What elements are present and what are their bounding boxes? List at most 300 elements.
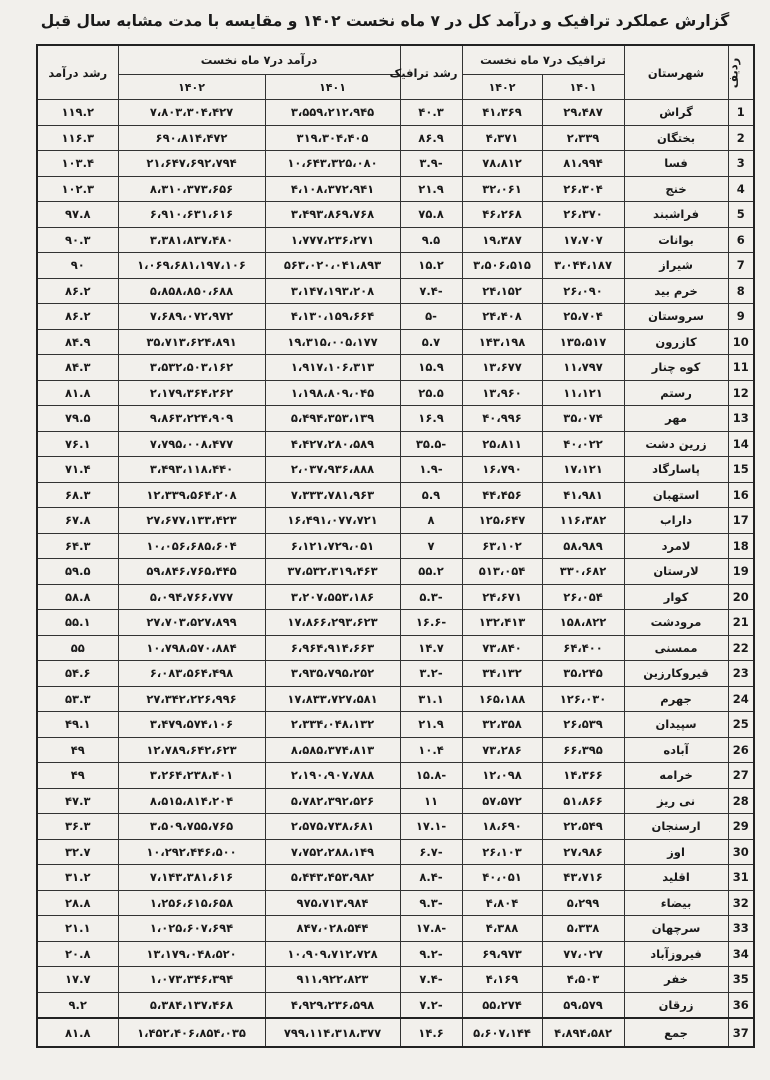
table-row bbox=[37, 661, 754, 687]
table-row bbox=[37, 890, 754, 916]
traffic-1402: ۴۴،۴۵۶ bbox=[462, 482, 542, 508]
revenue-growth: ۵۳.۳ bbox=[37, 686, 118, 712]
revenue-1402: ۲،۱۷۹،۳۶۴،۲۶۲ bbox=[118, 380, 265, 406]
revenue-1401: ۴،۹۲۹،۲۳۶،۵۹۸ bbox=[265, 992, 400, 1018]
traffic-1402: ۷۸،۸۱۲ bbox=[462, 151, 542, 177]
table-row bbox=[37, 482, 754, 508]
traffic-growth: -۳۵.۵ bbox=[400, 431, 462, 457]
traffic-1402: ۶۳،۱۰۲ bbox=[462, 533, 542, 559]
city-name: بیضاء bbox=[624, 890, 728, 916]
table-row bbox=[37, 176, 754, 202]
revenue-1401: ۳،۱۴۷،۱۹۳،۲۰۸ bbox=[265, 278, 400, 304]
revenue-1401: ۳،۹۳۵،۷۹۵،۲۵۲ bbox=[265, 661, 400, 687]
traffic-1401: ۲۹،۴۸۷ bbox=[542, 100, 624, 126]
row-index: 2 bbox=[728, 125, 754, 151]
row-index: 27 bbox=[728, 763, 754, 789]
revenue-1402: ۲۱،۶۴۷،۶۹۲،۷۹۴ bbox=[118, 151, 265, 177]
traffic-growth: -۱۶.۶ bbox=[400, 610, 462, 636]
row-index: 3 bbox=[728, 151, 754, 177]
revenue-1401: ۳۷،۵۳۲،۳۱۹،۴۶۳ bbox=[265, 559, 400, 585]
row-index: 32 bbox=[728, 890, 754, 916]
revenue-1402: ۳،۴۹۳،۱۱۸،۴۴۰ bbox=[118, 457, 265, 483]
revenue-growth: ۹.۲ bbox=[37, 992, 118, 1018]
table-row bbox=[37, 839, 754, 865]
revenue-growth: ۸۴.۳ bbox=[37, 355, 118, 381]
row-index: 5 bbox=[728, 202, 754, 228]
revenue-1402: ۱،۲۵۶،۶۱۵،۶۵۸ bbox=[118, 890, 265, 916]
table-row bbox=[37, 865, 754, 891]
city-name: قیروکارزین bbox=[624, 661, 728, 687]
revenue-1401: ۲،۱۹۰،۹۰۷،۷۸۸ bbox=[265, 763, 400, 789]
revenue-growth: ۱۰۳.۴ bbox=[37, 151, 118, 177]
row-index: 31 bbox=[728, 865, 754, 891]
revenue-1402: ۱،۰۲۵،۶۰۷،۶۹۴ bbox=[118, 916, 265, 942]
revenue-growth: ۹۰.۳ bbox=[37, 227, 118, 253]
traffic-growth: -۷.۴ bbox=[400, 967, 462, 993]
city-name: بختگان bbox=[624, 125, 728, 151]
revenue-growth: ۷۶.۱ bbox=[37, 431, 118, 457]
city-name: شیراز bbox=[624, 253, 728, 279]
table-row bbox=[37, 304, 754, 330]
revenue-1401: ۷،۳۳۳،۷۸۱،۹۶۳ bbox=[265, 482, 400, 508]
traffic-1402: ۱۳،۹۶۰ bbox=[462, 380, 542, 406]
table-row bbox=[37, 355, 754, 381]
traffic-1401: ۱۱۶،۳۸۲ bbox=[542, 508, 624, 534]
city-name: لامرد bbox=[624, 533, 728, 559]
table-row bbox=[37, 533, 754, 559]
row-index: 4 bbox=[728, 176, 754, 202]
row-index: 9 bbox=[728, 304, 754, 330]
traffic-1401: ۱۱،۷۹۷ bbox=[542, 355, 624, 381]
city-name: زرین دشت bbox=[624, 431, 728, 457]
traffic-growth: -۵.۳ bbox=[400, 584, 462, 610]
revenue-growth: ۶۸.۳ bbox=[37, 482, 118, 508]
traffic-1401: ۴۱،۹۸۱ bbox=[542, 482, 624, 508]
table-row bbox=[37, 763, 754, 789]
header-revenue-1402: ۱۴۰۲ bbox=[118, 75, 265, 100]
traffic-1401: ۵۱،۸۶۶ bbox=[542, 788, 624, 814]
revenue-1401: ۱۶،۴۹۱،۰۷۷،۷۲۱ bbox=[265, 508, 400, 534]
traffic-growth: -۱۷.۸ bbox=[400, 916, 462, 942]
traffic-growth: -۶.۷ bbox=[400, 839, 462, 865]
traffic-growth: ۷ bbox=[400, 533, 462, 559]
city-name: جمع bbox=[624, 1018, 728, 1047]
revenue-1401: ۵۶۳،۰۲۰،۰۴۱،۸۹۳ bbox=[265, 253, 400, 279]
table-row bbox=[37, 941, 754, 967]
traffic-1402: ۱۲۵،۶۴۷ bbox=[462, 508, 542, 534]
revenue-1402: ۲۷،۳۴۲،۲۲۶،۹۹۶ bbox=[118, 686, 265, 712]
row-index: 24 bbox=[728, 686, 754, 712]
row-index: 33 bbox=[728, 916, 754, 942]
table-row bbox=[37, 992, 754, 1018]
row-index: 12 bbox=[728, 380, 754, 406]
traffic-growth: ۳۱.۱ bbox=[400, 686, 462, 712]
traffic-growth: ۱۴.۷ bbox=[400, 635, 462, 661]
traffic-growth: ۵.۷ bbox=[400, 329, 462, 355]
revenue-growth: ۵۵ bbox=[37, 635, 118, 661]
revenue-1401: ۱،۹۱۷،۱۰۶،۳۱۳ bbox=[265, 355, 400, 381]
row-index: 18 bbox=[728, 533, 754, 559]
revenue-1402: ۷،۸۰۳،۳۰۴،۴۲۷ bbox=[118, 100, 265, 126]
traffic-1402: ۲۴،۱۵۲ bbox=[462, 278, 542, 304]
table-row bbox=[37, 202, 754, 228]
revenue-1401: ۳۱۹،۳۰۴،۴۰۵ bbox=[265, 125, 400, 151]
traffic-growth: ۷۵.۸ bbox=[400, 202, 462, 228]
revenue-1401: ۲،۵۷۵،۷۳۸،۶۸۱ bbox=[265, 814, 400, 840]
city-name: مهر bbox=[624, 406, 728, 432]
table-row bbox=[37, 584, 754, 610]
table-row bbox=[37, 227, 754, 253]
traffic-1401: ۸۱،۹۹۴ bbox=[542, 151, 624, 177]
traffic-1401: ۱۵۸،۸۲۲ bbox=[542, 610, 624, 636]
revenue-growth: ۷۹.۵ bbox=[37, 406, 118, 432]
revenue-1401: ۴،۴۲۷،۲۸۰،۵۸۹ bbox=[265, 431, 400, 457]
revenue-growth: ۴۹ bbox=[37, 737, 118, 763]
traffic-growth: ۵.۹ bbox=[400, 482, 462, 508]
revenue-1402: ۱۰،۲۹۲،۴۴۶،۵۰۰ bbox=[118, 839, 265, 865]
traffic-1402: ۱۶۵،۱۸۸ bbox=[462, 686, 542, 712]
traffic-growth: ۱۵.۲ bbox=[400, 253, 462, 279]
total-row bbox=[37, 1018, 754, 1047]
traffic-1402: ۳۴،۱۳۲ bbox=[462, 661, 542, 687]
revenue-1401: ۹۱۱،۹۲۲،۸۲۳ bbox=[265, 967, 400, 993]
revenue-1402: ۷،۶۸۹،۰۷۲،۹۷۲ bbox=[118, 304, 265, 330]
traffic-growth: ۲۱.۹ bbox=[400, 712, 462, 738]
revenue-1401: ۱۷،۸۶۶،۲۹۳،۶۲۳ bbox=[265, 610, 400, 636]
table-row bbox=[37, 380, 754, 406]
traffic-1402: ۱۳۲،۴۱۳ bbox=[462, 610, 542, 636]
traffic-1401: ۲۶،۰۵۴ bbox=[542, 584, 624, 610]
city-name: خفر bbox=[624, 967, 728, 993]
revenue-1401: ۳،۲۰۷،۵۵۳،۱۸۶ bbox=[265, 584, 400, 610]
traffic-1402: ۱۹،۳۸۷ bbox=[462, 227, 542, 253]
row-index: 1 bbox=[728, 100, 754, 126]
city-name: استهبان bbox=[624, 482, 728, 508]
traffic-1402: ۳،۵۰۶،۵۱۵ bbox=[462, 253, 542, 279]
revenue-growth: ۳۲.۷ bbox=[37, 839, 118, 865]
city-name: بوانات bbox=[624, 227, 728, 253]
revenue-1401: ۴،۱۰۸،۳۷۲،۹۴۱ bbox=[265, 176, 400, 202]
revenue-1401: ۵،۷۸۲،۳۹۲،۵۲۶ bbox=[265, 788, 400, 814]
traffic-growth: ۱۰.۴ bbox=[400, 737, 462, 763]
traffic-growth: -۱۵.۸ bbox=[400, 763, 462, 789]
traffic-growth: -۹.۳ bbox=[400, 890, 462, 916]
revenue-growth: ۱۱۶.۳ bbox=[37, 125, 118, 151]
traffic-1402: ۷۳،۲۸۶ bbox=[462, 737, 542, 763]
traffic-growth: ۲۵.۵ bbox=[400, 380, 462, 406]
revenue-growth: ۳۶.۳ bbox=[37, 814, 118, 840]
city-name: اقلید bbox=[624, 865, 728, 891]
revenue-1401: ۴،۱۳۰،۱۵۹،۶۶۴ bbox=[265, 304, 400, 330]
traffic-1401: ۱۳۵،۵۱۷ bbox=[542, 329, 624, 355]
revenue-1402: ۵،۰۹۴،۷۶۶،۷۷۷ bbox=[118, 584, 265, 610]
traffic-1401: ۳۵،۰۷۴ bbox=[542, 406, 624, 432]
traffic-1402: ۵۷،۵۷۲ bbox=[462, 788, 542, 814]
traffic-1401: ۲۶،۳۷۰ bbox=[542, 202, 624, 228]
revenue-1402: ۶،۹۱۰،۶۳۱،۶۱۶ bbox=[118, 202, 265, 228]
revenue-growth: ۴۷.۳ bbox=[37, 788, 118, 814]
header-row-index: ردیف bbox=[728, 45, 754, 100]
traffic-1401: ۱۷،۱۲۱ bbox=[542, 457, 624, 483]
revenue-growth: ۱۷.۷ bbox=[37, 967, 118, 993]
traffic-1401: ۱۴،۳۶۶ bbox=[542, 763, 624, 789]
table-row bbox=[37, 406, 754, 432]
traffic-1401: ۳۵،۲۴۵ bbox=[542, 661, 624, 687]
table-row bbox=[37, 100, 754, 126]
traffic-growth: -۷.۴ bbox=[400, 278, 462, 304]
revenue-1401: ۲،۳۳۴،۰۴۸،۱۳۲ bbox=[265, 712, 400, 738]
revenue-growth: ۵۸.۸ bbox=[37, 584, 118, 610]
row-index: 10 bbox=[728, 329, 754, 355]
traffic-1401: ۵۹،۵۷۹ bbox=[542, 992, 624, 1018]
header-traffic-1402: ۱۴۰۲ bbox=[462, 75, 542, 100]
table-row bbox=[37, 457, 754, 483]
revenue-1402: ۳،۵۳۲،۵۰۳،۱۶۲ bbox=[118, 355, 265, 381]
revenue-1402: ۳،۲۶۴،۲۳۸،۴۰۱ bbox=[118, 763, 265, 789]
row-index: 20 bbox=[728, 584, 754, 610]
revenue-growth: ۴۹ bbox=[37, 763, 118, 789]
revenue-1402: ۱۲،۳۳۹،۵۶۴،۲۰۸ bbox=[118, 482, 265, 508]
revenue-1401: ۶،۱۲۱،۷۲۹،۰۵۱ bbox=[265, 533, 400, 559]
row-index: 8 bbox=[728, 278, 754, 304]
city-name: لارستان bbox=[624, 559, 728, 585]
traffic-1401: ۶۴،۴۰۰ bbox=[542, 635, 624, 661]
table-row bbox=[37, 788, 754, 814]
traffic-1401: ۴۰،۰۲۲ bbox=[542, 431, 624, 457]
traffic-1402: ۴۱،۳۶۹ bbox=[462, 100, 542, 126]
revenue-growth: ۸۶.۲ bbox=[37, 278, 118, 304]
traffic-1402: ۱۳،۶۷۷ bbox=[462, 355, 542, 381]
row-index: 23 bbox=[728, 661, 754, 687]
table-row bbox=[37, 253, 754, 279]
revenue-1402: ۶۹۰،۸۱۴،۴۷۲ bbox=[118, 125, 265, 151]
table-row bbox=[37, 916, 754, 942]
city-name: گراش bbox=[624, 100, 728, 126]
revenue-growth: ۸۶.۲ bbox=[37, 304, 118, 330]
city-name: خرم بید bbox=[624, 278, 728, 304]
revenue-1401: ۲،۰۳۷،۹۳۶،۸۸۸ bbox=[265, 457, 400, 483]
revenue-1401: ۸،۵۸۵،۳۷۴،۸۱۳ bbox=[265, 737, 400, 763]
traffic-growth: ۹.۵ bbox=[400, 227, 462, 253]
revenue-1402: ۱۲،۷۸۹،۶۴۲،۶۲۳ bbox=[118, 737, 265, 763]
report-table bbox=[36, 44, 755, 1048]
city-name: فیروزآباد bbox=[624, 941, 728, 967]
traffic-growth: -۸.۴ bbox=[400, 865, 462, 891]
traffic-growth: ۱۶.۹ bbox=[400, 406, 462, 432]
city-name: کازرون bbox=[624, 329, 728, 355]
traffic-1401: ۱۲۶،۰۳۰ bbox=[542, 686, 624, 712]
traffic-1401: ۲،۳۳۹ bbox=[542, 125, 624, 151]
revenue-growth: ۹۰ bbox=[37, 253, 118, 279]
row-index: 25 bbox=[728, 712, 754, 738]
revenue-1402: ۳،۴۷۹،۵۷۴،۱۰۶ bbox=[118, 712, 265, 738]
city-name: کوه چنار bbox=[624, 355, 728, 381]
revenue-1402: ۱۰،۰۵۶،۶۸۵،۶۰۴ bbox=[118, 533, 265, 559]
revenue-1401: ۵،۴۴۳،۴۵۳،۹۸۲ bbox=[265, 865, 400, 891]
revenue-1402: ۷،۱۴۳،۳۸۱،۶۱۶ bbox=[118, 865, 265, 891]
table-body bbox=[37, 100, 754, 1048]
table-row bbox=[37, 508, 754, 534]
traffic-1402: ۴۰،۹۹۶ bbox=[462, 406, 542, 432]
traffic-1401: ۲۶،۳۰۴ bbox=[542, 176, 624, 202]
traffic-growth: ۱۱ bbox=[400, 788, 462, 814]
traffic-1401: ۲۶،۵۳۹ bbox=[542, 712, 624, 738]
header-traffic-growth: رشد ترافیک bbox=[400, 45, 462, 100]
revenue-growth: ۷۱.۴ bbox=[37, 457, 118, 483]
city-name: خنج bbox=[624, 176, 728, 202]
city-name: زرقان bbox=[624, 992, 728, 1018]
table-row bbox=[37, 431, 754, 457]
revenue-growth: ۸۱.۸ bbox=[37, 380, 118, 406]
row-index: 26 bbox=[728, 737, 754, 763]
traffic-1401: ۵۸،۹۸۹ bbox=[542, 533, 624, 559]
city-name: جهرم bbox=[624, 686, 728, 712]
traffic-1402: ۲۴،۶۷۱ bbox=[462, 584, 542, 610]
traffic-growth: ۸ bbox=[400, 508, 462, 534]
revenue-growth: ۶۷.۸ bbox=[37, 508, 118, 534]
header-traffic-1401: ۱۴۰۱ bbox=[542, 75, 624, 100]
revenue-1402: ۸،۵۱۵،۸۱۴،۲۰۴ bbox=[118, 788, 265, 814]
traffic-1401: ۴۳،۷۱۶ bbox=[542, 865, 624, 891]
traffic-1402: ۱۲،۰۹۸ bbox=[462, 763, 542, 789]
header-traffic-group: ترافیک در۷ ماه نخست bbox=[462, 45, 624, 75]
row-index: 6 bbox=[728, 227, 754, 253]
revenue-1402: ۱،۰۷۳،۳۴۶،۳۹۴ bbox=[118, 967, 265, 993]
traffic-growth: -۵ bbox=[400, 304, 462, 330]
revenue-1401: ۷۹۹،۱۱۴،۳۱۸،۳۷۷ bbox=[265, 1018, 400, 1047]
row-index: 11 bbox=[728, 355, 754, 381]
row-index: 29 bbox=[728, 814, 754, 840]
city-name: ممسنی bbox=[624, 635, 728, 661]
revenue-growth: ۲۰.۸ bbox=[37, 941, 118, 967]
city-name: سپیدان bbox=[624, 712, 728, 738]
traffic-1401: ۷۷،۰۲۷ bbox=[542, 941, 624, 967]
traffic-1401: ۵،۲۹۹ bbox=[542, 890, 624, 916]
row-index: 36 bbox=[728, 992, 754, 1018]
traffic-1401: ۴،۸۹۴،۵۸۲ bbox=[542, 1018, 624, 1047]
traffic-1402: ۴،۳۸۸ bbox=[462, 916, 542, 942]
city-name: مرودشت bbox=[624, 610, 728, 636]
revenue-1402: ۵،۳۸۴،۱۳۷،۴۶۸ bbox=[118, 992, 265, 1018]
traffic-growth: ۱۵.۹ bbox=[400, 355, 462, 381]
city-name: سرچهان bbox=[624, 916, 728, 942]
traffic-1401: ۵،۳۳۸ bbox=[542, 916, 624, 942]
revenue-1402: ۵،۸۵۸،۸۵۰،۶۸۸ bbox=[118, 278, 265, 304]
traffic-1402: ۴،۳۷۱ bbox=[462, 125, 542, 151]
traffic-1402: ۶۹،۹۷۳ bbox=[462, 941, 542, 967]
traffic-1401: ۲۲،۵۴۹ bbox=[542, 814, 624, 840]
header-revenue-growth: رشد درآمد bbox=[37, 45, 118, 100]
traffic-1401: ۲۵،۷۰۴ bbox=[542, 304, 624, 330]
revenue-1401: ۵،۴۹۴،۳۵۳،۱۳۹ bbox=[265, 406, 400, 432]
city-name: اوز bbox=[624, 839, 728, 865]
revenue-1402: ۱،۰۶۹،۶۸۱،۱۹۷،۱۰۶ bbox=[118, 253, 265, 279]
header-revenue-group: درآمد در۷ ماه نخست bbox=[118, 45, 400, 75]
row-index: 14 bbox=[728, 431, 754, 457]
traffic-1402: ۱۸،۶۹۰ bbox=[462, 814, 542, 840]
revenue-1402: ۹،۸۶۳،۲۲۴،۹۰۹ bbox=[118, 406, 265, 432]
table-row bbox=[37, 559, 754, 585]
traffic-1402: ۴۶،۲۶۸ bbox=[462, 202, 542, 228]
revenue-growth: ۲۸.۸ bbox=[37, 890, 118, 916]
revenue-1401: ۶،۹۶۴،۹۱۴،۶۶۳ bbox=[265, 635, 400, 661]
revenue-growth: ۴۹.۱ bbox=[37, 712, 118, 738]
city-name: رستم bbox=[624, 380, 728, 406]
revenue-growth: ۵۴.۶ bbox=[37, 661, 118, 687]
city-name: پاسارگاد bbox=[624, 457, 728, 483]
traffic-1402: ۱۴۳،۱۹۸ bbox=[462, 329, 542, 355]
traffic-growth: -۱.۹ bbox=[400, 457, 462, 483]
traffic-1402: ۴،۸۰۴ bbox=[462, 890, 542, 916]
traffic-growth: ۱۴.۶ bbox=[400, 1018, 462, 1047]
traffic-growth: -۹.۲ bbox=[400, 941, 462, 967]
table-row bbox=[37, 278, 754, 304]
row-index: 30 bbox=[728, 839, 754, 865]
traffic-1401: ۶۶،۳۹۵ bbox=[542, 737, 624, 763]
revenue-1402: ۷،۷۹۵،۰۰۸،۴۷۷ bbox=[118, 431, 265, 457]
revenue-1401: ۱۰،۶۴۳،۳۲۵،۰۸۰ bbox=[265, 151, 400, 177]
revenue-1401: ۱،۷۷۷،۲۳۶،۲۷۱ bbox=[265, 227, 400, 253]
traffic-growth: ۸۶.۹ bbox=[400, 125, 462, 151]
traffic-1401: ۳۳۰،۶۸۲ bbox=[542, 559, 624, 585]
city-name: داراب bbox=[624, 508, 728, 534]
traffic-1402: ۴۰،۰۵۱ bbox=[462, 865, 542, 891]
revenue-1402: ۱،۴۵۲،۴۰۶،۸۵۴،۰۳۵ bbox=[118, 1018, 265, 1047]
revenue-1401: ۹۷۵،۷۱۳،۹۸۴ bbox=[265, 890, 400, 916]
table-row bbox=[37, 329, 754, 355]
table-row bbox=[37, 610, 754, 636]
city-name: کوار bbox=[624, 584, 728, 610]
revenue-1402: ۱۳،۱۷۹،۰۴۸،۵۲۰ bbox=[118, 941, 265, 967]
traffic-1401: ۳،۰۴۴،۱۸۷ bbox=[542, 253, 624, 279]
city-name: سروستان bbox=[624, 304, 728, 330]
table-row bbox=[37, 686, 754, 712]
table-row bbox=[37, 814, 754, 840]
traffic-1402: ۵،۶۰۷،۱۴۴ bbox=[462, 1018, 542, 1047]
revenue-1402: ۶،۰۸۳،۵۶۴،۴۹۸ bbox=[118, 661, 265, 687]
revenue-1401: ۱،۱۹۸،۸۰۹،۰۴۵ bbox=[265, 380, 400, 406]
traffic-1402: ۵۱۳،۰۵۴ bbox=[462, 559, 542, 585]
traffic-growth: -۳.۹ bbox=[400, 151, 462, 177]
traffic-growth: ۵۵.۲ bbox=[400, 559, 462, 585]
report-title: گزارش عملکرد ترافیک و درآمد کل در ۷ ماه نخست ۱۴۰۲ و مقایسه با مدت مشابه سال قبل bbox=[40, 12, 730, 30]
traffic-1402: ۴،۱۶۹ bbox=[462, 967, 542, 993]
header-city: شهرستان bbox=[624, 45, 728, 100]
revenue-growth: ۵۵.۱ bbox=[37, 610, 118, 636]
traffic-growth: ۴۰.۳ bbox=[400, 100, 462, 126]
revenue-growth: ۶۴.۳ bbox=[37, 533, 118, 559]
row-index: 17 bbox=[728, 508, 754, 534]
table-row bbox=[37, 712, 754, 738]
city-name: ارسنجان bbox=[624, 814, 728, 840]
city-name: نی ریز bbox=[624, 788, 728, 814]
revenue-growth: ۳۱.۲ bbox=[37, 865, 118, 891]
table-row bbox=[37, 151, 754, 177]
table-row bbox=[37, 737, 754, 763]
revenue-1402: ۱۰،۷۹۸،۵۷۰،۸۸۴ bbox=[118, 635, 265, 661]
revenue-1401: ۳،۴۹۳،۸۶۹،۷۶۸ bbox=[265, 202, 400, 228]
traffic-1402: ۱۶،۷۹۰ bbox=[462, 457, 542, 483]
revenue-1402: ۸،۳۱۰،۳۷۳،۶۵۶ bbox=[118, 176, 265, 202]
row-index: 34 bbox=[728, 941, 754, 967]
revenue-1401: ۳،۵۵۹،۲۱۲،۹۴۵ bbox=[265, 100, 400, 126]
row-index: 35 bbox=[728, 967, 754, 993]
revenue-1402: ۲۷،۶۷۷،۱۳۳،۴۲۳ bbox=[118, 508, 265, 534]
revenue-growth: ۸۱.۸ bbox=[37, 1018, 118, 1047]
revenue-growth: ۸۴.۹ bbox=[37, 329, 118, 355]
revenue-1401: ۷،۷۵۲،۲۸۸،۱۴۹ bbox=[265, 839, 400, 865]
traffic-growth: -۷.۲ bbox=[400, 992, 462, 1018]
